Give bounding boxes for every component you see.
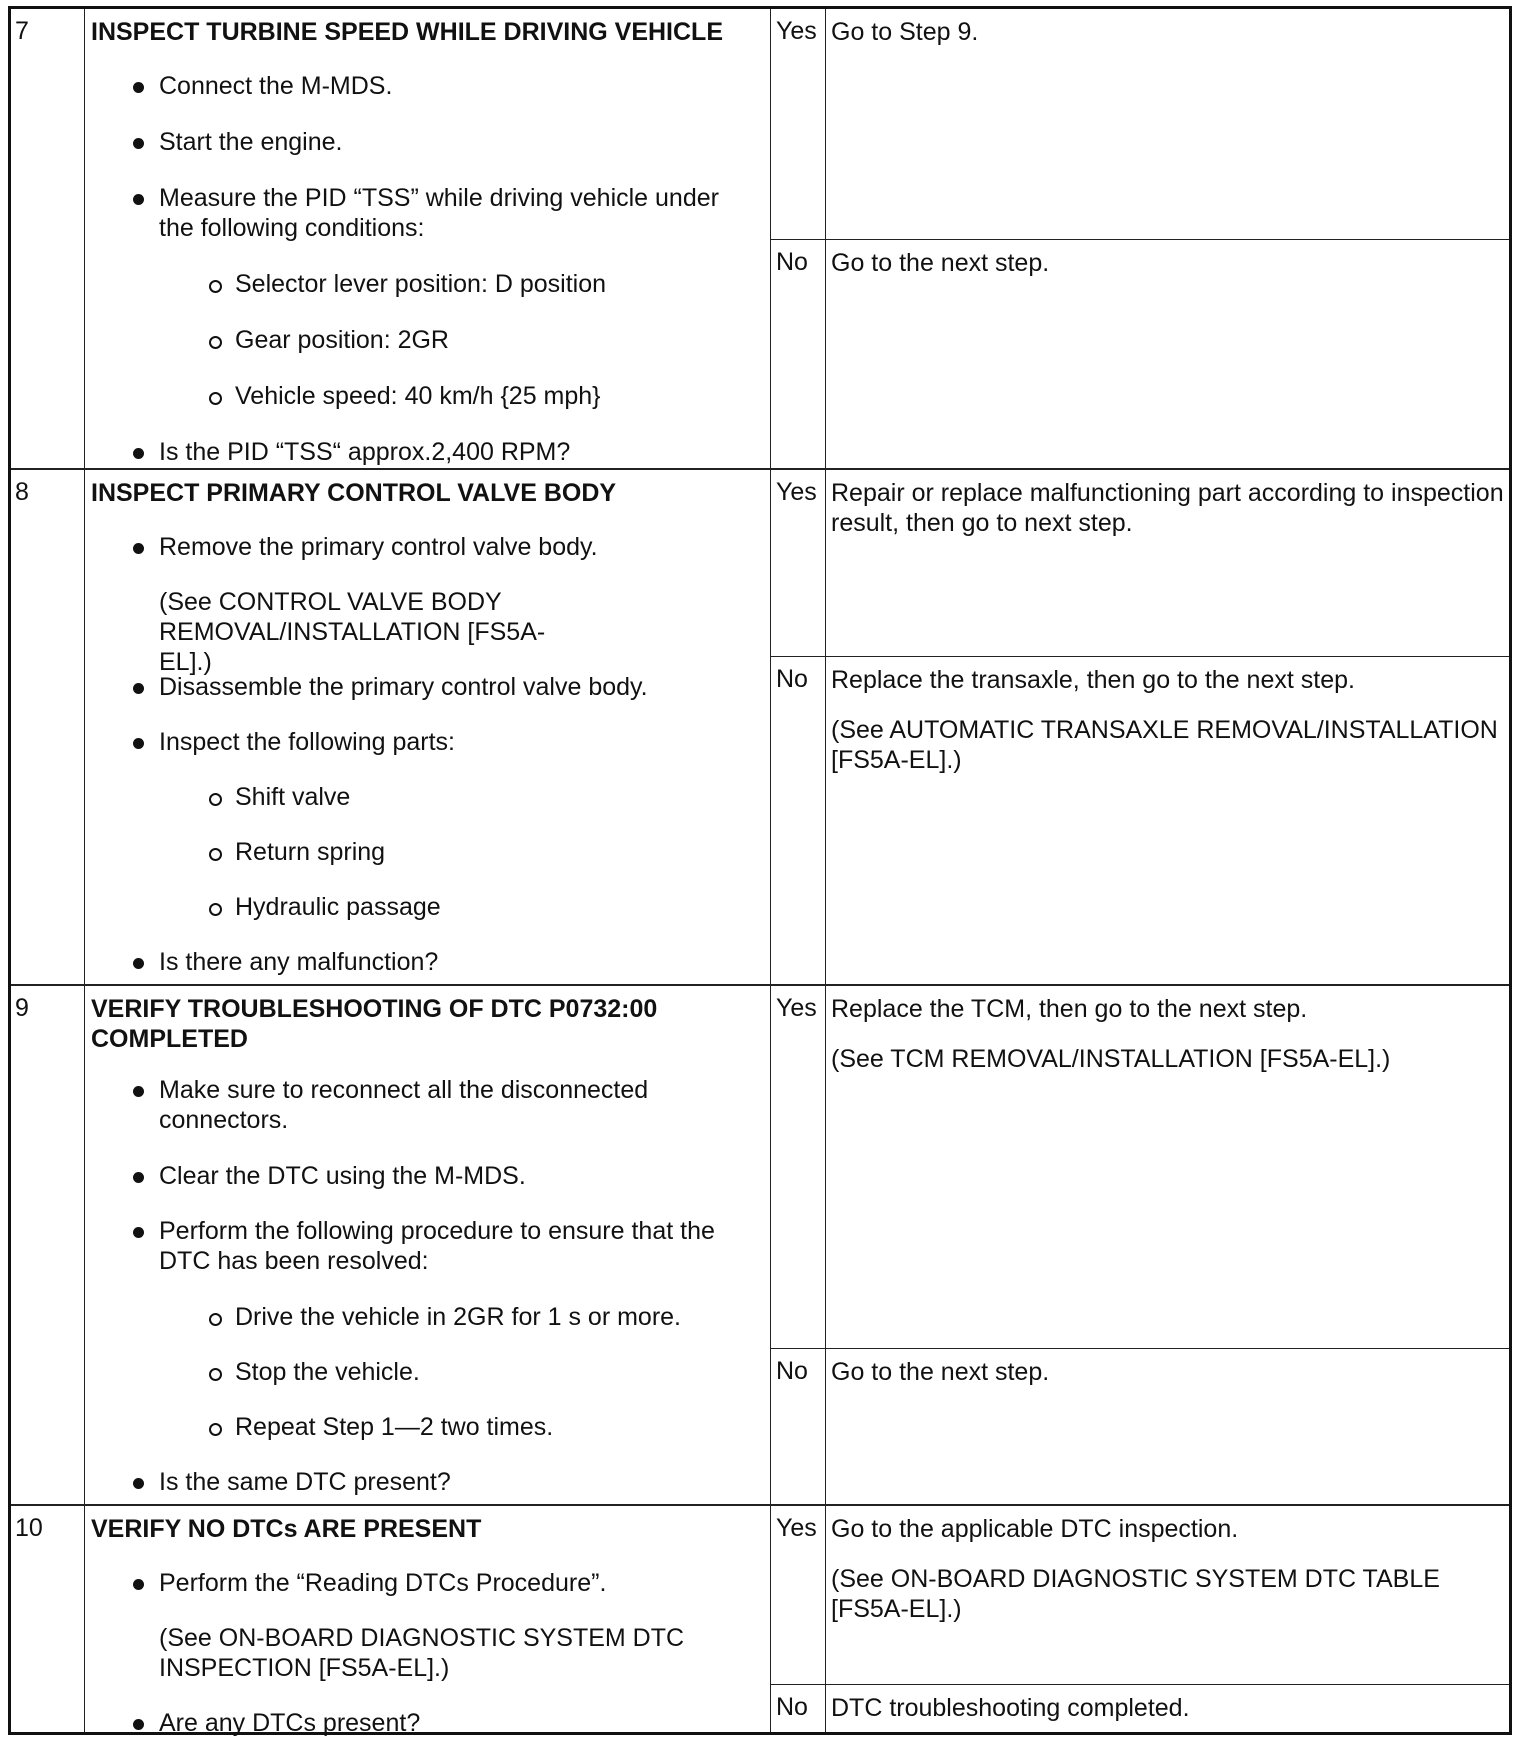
- instruction-item: Inspect the following parts:: [159, 728, 455, 756]
- condition-item: Gear position: 2GR: [235, 326, 449, 354]
- sub-bullet-icon: [209, 793, 222, 806]
- yes-answer: [771, 986, 1509, 1348]
- part-item: Return spring: [235, 838, 386, 866]
- step-title: INSPECT TURBINE SPEED WHILE DRIVING VEHICLE: [91, 18, 724, 46]
- answer-text: Replace the transaxle, then go to the next step.: [831, 666, 1355, 694]
- step-instructions: [85, 1506, 771, 1737]
- troubleshooting-table: [8, 6, 1512, 1735]
- answer-text: DTC troubleshooting completed.: [831, 1694, 1190, 1722]
- reference-text: (See AUTOMATIC TRANSAXLE REMOVAL/INSTALLATION [FS5A-EL].): [831, 716, 1498, 774]
- bullet-icon: [133, 543, 144, 554]
- sub-bullet-icon: [209, 392, 222, 405]
- step-row-10: [11, 1506, 1509, 1737]
- bullet-icon: [133, 738, 144, 749]
- step-number: 10: [15, 1514, 43, 1542]
- part-item: Shift valve: [235, 783, 351, 811]
- step-answers: [771, 9, 1509, 468]
- sub-bullet-icon: [209, 336, 222, 349]
- sub-bullet-icon: [209, 280, 222, 293]
- bullet-icon: [133, 1579, 144, 1590]
- step-answers: [771, 1506, 1509, 1732]
- bullet-icon: [133, 683, 144, 694]
- no-label: No: [776, 248, 808, 276]
- answer-text: Go to the next step.: [831, 1358, 1050, 1386]
- step-number: 7: [15, 17, 29, 45]
- no-answer: [771, 1348, 1509, 1504]
- bullet-icon: [133, 1719, 144, 1730]
- step-number: 8: [15, 478, 29, 506]
- no-label: No: [776, 1693, 808, 1721]
- no-label: No: [776, 1357, 808, 1385]
- question-item: Is there any malfunction?: [159, 948, 439, 976]
- no-answer: [771, 656, 1509, 984]
- instruction-item: Perform the following procedure to ensure that the DTC has been resolved:: [159, 1217, 715, 1275]
- instruction-item: Start the engine.: [159, 128, 343, 156]
- step-instructions: [85, 986, 771, 1504]
- bullet-icon: [133, 194, 144, 205]
- yes-label: Yes: [776, 1514, 817, 1542]
- no-answer: [771, 239, 1509, 468]
- bullet-icon: [133, 1172, 144, 1183]
- condition-item: Vehicle speed: 40 km/h {25 mph}: [235, 382, 601, 410]
- step-answers: [771, 470, 1509, 984]
- answer-text: Replace the TCM, then go to the next step.: [831, 995, 1308, 1023]
- reference-text: (See CONTROL VALVE BODY REMOVAL/INSTALLATION [FS5A-EL].): [159, 588, 546, 676]
- step-instructions: [85, 470, 771, 984]
- bullet-icon: [133, 82, 144, 93]
- yes-label: Yes: [776, 17, 817, 45]
- answer-text: Go to the next step.: [831, 249, 1050, 277]
- reference-text: (See ON-BOARD DIAGNOSTIC SYSTEM DTC INSPECTION [FS5A-EL].): [159, 1624, 685, 1682]
- question-item: Are any DTCs present?: [159, 1709, 421, 1737]
- yes-answer: [771, 9, 1509, 239]
- reference-text: (See ON-BOARD DIAGNOSTIC SYSTEM DTC TABLE [FS5A-EL].): [831, 1565, 1440, 1623]
- instruction-item: Disassemble the primary control valve body.: [159, 673, 648, 701]
- step-title: VERIFY NO DTCs ARE PRESENT: [91, 1515, 482, 1543]
- yes-answer: [771, 1506, 1509, 1684]
- answer-text: Repair or replace malfunctioning part according to inspection result, then go to next step.: [831, 479, 1504, 537]
- no-label: No: [776, 665, 808, 693]
- bullet-icon: [133, 1227, 144, 1238]
- instruction-item: Make sure to reconnect all the disconnected connectors.: [159, 1076, 649, 1134]
- yes-label: Yes: [776, 994, 817, 1022]
- answer-text: Go to the applicable DTC inspection.: [831, 1515, 1239, 1543]
- procedure-item: Stop the vehicle.: [235, 1358, 420, 1386]
- instruction-item: Perform the “Reading DTCs Procedure”.: [159, 1569, 607, 1597]
- sub-bullet-icon: [209, 1313, 222, 1326]
- bullet-icon: [133, 1086, 144, 1097]
- procedure-item: Drive the vehicle in 2GR for 1 s or more.: [235, 1303, 681, 1331]
- sub-bullet-icon: [209, 903, 222, 916]
- bullet-icon: [133, 448, 144, 459]
- step-answers: [771, 986, 1509, 1504]
- part-item: Hydraulic passage: [235, 893, 441, 921]
- sub-bullet-icon: [209, 1368, 222, 1381]
- instruction-item: Measure the PID “TSS” while driving vehicle under the following conditions:: [159, 184, 719, 242]
- bullet-icon: [133, 958, 144, 969]
- instruction-item: Clear the DTC using the M-MDS.: [159, 1162, 526, 1190]
- step-instructions: [85, 9, 771, 468]
- answer-text: Go to Step 9.: [831, 18, 979, 46]
- step-row-8: [11, 470, 1509, 986]
- procedure-item: Repeat Step 1—2 two times.: [235, 1413, 554, 1441]
- yes-label: Yes: [776, 478, 817, 506]
- condition-item: Selector lever position: D position: [235, 270, 607, 298]
- instruction-item: Remove the primary control valve body.: [159, 533, 598, 561]
- sub-bullet-icon: [209, 1423, 222, 1436]
- question-item: Is the PID “TSS“ approx.2,400 RPM?: [159, 438, 571, 466]
- step-row-7: [11, 9, 1509, 470]
- bullet-icon: [133, 138, 144, 149]
- reference-text: (See TCM REMOVAL/INSTALLATION [FS5A-EL].): [831, 1045, 1391, 1073]
- step-row-9: [11, 986, 1509, 1506]
- bullet-icon: [133, 1478, 144, 1489]
- no-answer: [771, 1684, 1509, 1732]
- sub-bullet-icon: [209, 848, 222, 861]
- step-title: INSPECT PRIMARY CONTROL VALVE BODY: [91, 479, 617, 507]
- question-item: Is the same DTC present?: [159, 1468, 451, 1496]
- step-title: VERIFY TROUBLESHOOTING OF DTC P0732:00 COMPLETED: [91, 995, 658, 1053]
- step-number: 9: [15, 994, 29, 1022]
- instruction-item: Connect the M-MDS.: [159, 72, 393, 100]
- yes-answer: [771, 470, 1509, 656]
